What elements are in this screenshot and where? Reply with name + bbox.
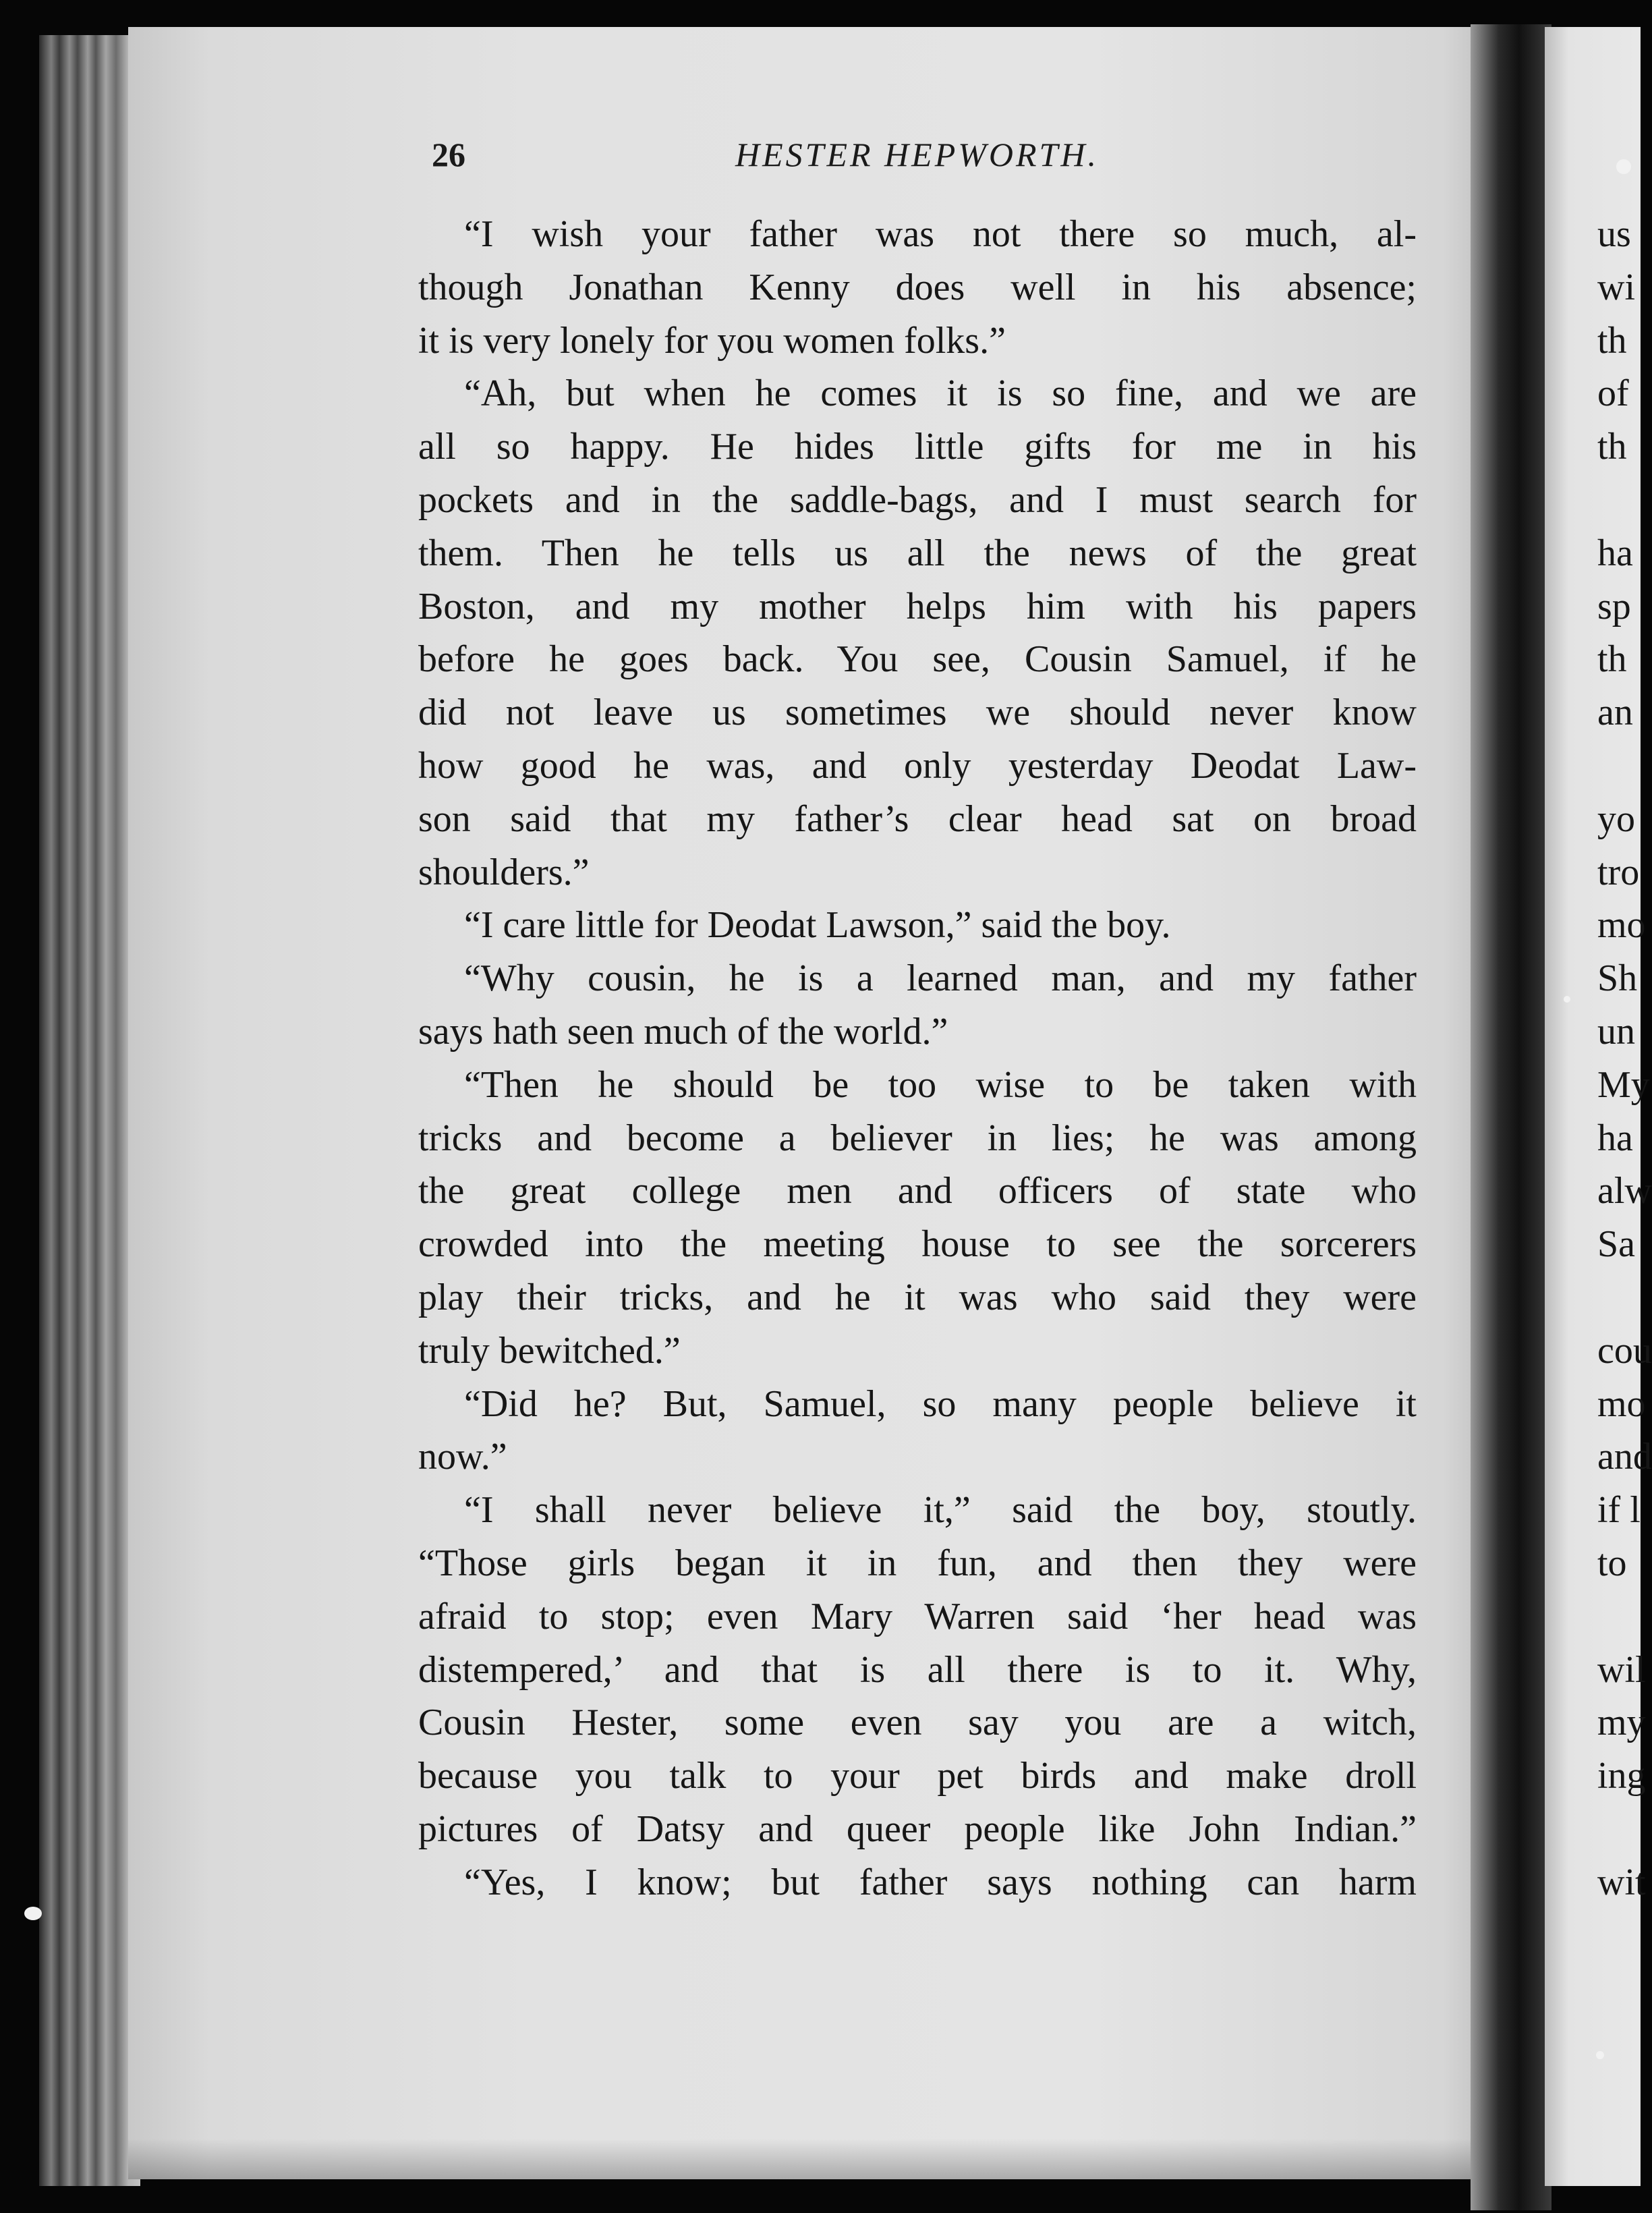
right-page-fragment (1597, 474, 1641, 527)
right-page-text-fragments (1597, 208, 1652, 1909)
right-page-fragment: cou (1597, 1329, 1652, 1372)
right-page-fragment: th (1597, 638, 1627, 681)
text-line: “I care little for Deodat Lawson,” said the boy. (464, 904, 1171, 947)
right-page-fragment: th (1597, 319, 1627, 362)
text-line: all so happy. He hides little gifts for me in his (418, 426, 1417, 468)
text-line: “Those girls began it in fun, and then they were (418, 1542, 1417, 1584)
right-page-fragment: wil (1597, 1648, 1646, 1691)
right-page-fragment: My (1597, 1063, 1650, 1106)
right-page-fragment: mo (1597, 904, 1646, 947)
right-page-fragment: and (1597, 1436, 1652, 1478)
text-line: how good he was, and only yesterday Deodat Law- (418, 744, 1417, 787)
text-line: “Ah, but when he comes it is so fine, and we are (464, 372, 1417, 415)
text-line: says hath seen much of the world.” (418, 1010, 948, 1053)
right-page-fragment: if l (1597, 1489, 1641, 1532)
right-page-fragment: wi (1597, 266, 1635, 308)
text-line: though Jonathan Kenny does well in his absence; (418, 266, 1417, 308)
right-page-fragment: an (1597, 692, 1633, 734)
page-shadow (128, 2139, 1498, 2179)
book-gutter (1471, 24, 1551, 2210)
dust-speck (1596, 2051, 1604, 2059)
right-page-fragment: alw (1597, 1170, 1652, 1212)
text-line: truly bewitched.” (418, 1329, 681, 1372)
text-line: because you talk to your pet birds and make droll (418, 1755, 1417, 1797)
right-page-fragment: ing (1597, 1755, 1646, 1797)
page-header (432, 135, 1417, 182)
right-page-fragment: mo (1597, 1382, 1646, 1425)
text-line: before he goes back. You see, Cousin Samuel, if he (418, 638, 1417, 681)
text-line: “Then he should be too wise to be taken with (464, 1063, 1417, 1106)
right-page-fragment: Sh (1597, 957, 1638, 1000)
text-line: Boston, and my mother helps him with his papers (418, 585, 1417, 627)
right-page-fragment: Sa (1597, 1223, 1635, 1266)
text-line: the great college men and officers of state who (418, 1170, 1417, 1212)
dust-speck (1616, 159, 1631, 174)
text-line: pictures of Datsy and queer people like John Indian.” (418, 1808, 1417, 1850)
right-page-fragment: tro (1597, 851, 1640, 893)
text-line: afraid to stop; even Mary Warren said ‘her head was (418, 1595, 1417, 1637)
text-line: pockets and in the saddle-bags, and I must search for (418, 478, 1417, 521)
text-line: “Yes, I know; but father says nothing can harm (464, 1861, 1417, 1903)
text-line: them. Then he tells us all the news of the great (418, 532, 1417, 574)
right-page-fragment (1597, 1803, 1641, 1856)
page-edge-stack (39, 35, 140, 2186)
right-page-fragment (1597, 1271, 1641, 1324)
text-line: “I shall never believe it,” said the boy, stoutly. (464, 1489, 1417, 1532)
page-number: 26 (432, 136, 465, 173)
right-page-fragment: sp (1597, 585, 1631, 627)
text-line: play their tricks, and he it was who said they were (418, 1276, 1417, 1318)
text-line: crowded into the meeting house to see the sorcerers (418, 1223, 1417, 1266)
right-page-fragment: th (1597, 426, 1627, 468)
text-line: did not leave us sometimes we should never know (418, 692, 1417, 734)
right-page-fragment: my (1597, 1702, 1646, 1744)
body-text (418, 208, 1417, 1909)
text-line: Cousin Hester, some even say you are a witch, (418, 1702, 1417, 1744)
right-page-fragment: ha (1597, 1117, 1633, 1159)
text-line: “Did he? But, Samuel, so many people believe it (464, 1382, 1417, 1425)
text-line: son said that my father’s clear head sat on broad (418, 797, 1417, 840)
dust-speck (1564, 996, 1570, 1003)
text-line: tricks and become a believer in lies; he was among (418, 1117, 1417, 1159)
text-line: now.” (418, 1436, 507, 1478)
text-line: “Why cousin, he is a learned man, and my father (464, 957, 1417, 1000)
text-line: “I wish your father was not there so much, al- (464, 213, 1417, 255)
text-line: it is very lonely for you women folks.” (418, 319, 1006, 362)
right-page-fragment (1597, 739, 1641, 793)
right-page-fragment: wit (1597, 1861, 1646, 1903)
right-page-fragment (1597, 1590, 1641, 1644)
running-title: HESTER HEPWORTH. (735, 136, 1099, 173)
text-line: distempered,’ and that is all there is to it. Why, (418, 1648, 1417, 1691)
right-page-fragment: to (1597, 1542, 1627, 1584)
right-page-fragment: ha (1597, 532, 1633, 574)
right-page-fragment: of (1597, 372, 1629, 415)
right-page-fragment: un (1597, 1010, 1635, 1053)
right-page-fragment: us (1597, 213, 1631, 255)
dust-speck (24, 1907, 42, 1920)
right-page-fragment: yo (1597, 797, 1635, 840)
text-line: shoulders.” (418, 851, 590, 893)
